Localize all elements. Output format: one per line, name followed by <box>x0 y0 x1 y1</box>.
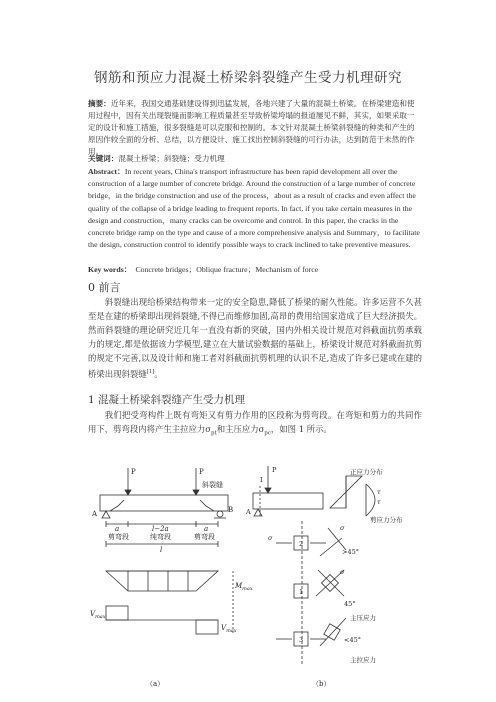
section-0-paragraph <box>88 295 422 381</box>
label-l-minus-2a: l−2a <box>152 525 169 533</box>
label-shear-span-right: 剪弯段 <box>194 533 215 541</box>
section-0-heading: 0 前言 <box>88 281 121 294</box>
label-angle-lt-45: <45° <box>344 636 361 644</box>
support-b-left <box>254 509 262 516</box>
beam <box>100 495 228 511</box>
label-load-p-right: P <box>199 468 204 476</box>
abstract-cn-label: 摘要： <box>88 99 111 108</box>
keywords-cn-label: 关键词： <box>88 154 119 163</box>
abstract-en-text: In recent years, China's transport infrastructure has been rapid development all over the construction of a large number of concrete bridge. Around the construction of a large number of concrete bridge，in the bridge construction and use of the process，about as a result of cracks and even affect the quality of the collapse of a bridge leading to frequent reports. In fact, if you take certain measures in the design and construction，many cracks can be overcome and control. In this paper, the cracks in the concrete bridge ramp on the type and cause of a more comprehensive analysis and Summary，to facilitate the design, construction control to identify possible ways to crack inclined to take preventive measures. <box>88 167 420 250</box>
support-right <box>217 511 223 517</box>
label-v-max-right: $V_{max}$ <box>221 624 237 634</box>
moment-diagram <box>106 571 218 591</box>
figure-a <box>100 468 233 634</box>
principal-element-3 <box>324 624 340 640</box>
label-support-b: B <box>228 506 234 514</box>
label-v-max-left: $V_{max}$ <box>90 610 106 620</box>
label-normal-dist: 正应力分布 <box>350 468 383 476</box>
label-crack: 斜裂缝 <box>202 481 223 489</box>
sub-pc: pc <box>264 430 271 437</box>
label-load-p-left: P <box>131 468 136 476</box>
keywords-en-text: Concrete bridges；Oblique fracture；Mechanism of force <box>135 265 319 274</box>
load-arrow-right-head <box>193 490 199 495</box>
abstract-cn <box>88 98 420 158</box>
section-1-paragraph <box>88 408 422 441</box>
section-0-end: 。 <box>154 369 163 380</box>
section-1-text-c: ，如图 1 所示。 <box>270 424 332 435</box>
sub-pt: pt <box>210 430 217 437</box>
figure-1 <box>88 446 418 698</box>
label-tau-1: τ <box>377 488 381 496</box>
abstract-en-label: Abstract： <box>88 167 125 176</box>
citation-ref: [1] <box>146 369 155 376</box>
beam-b <box>253 493 323 509</box>
label-shear-dist: 剪应力分布 <box>370 516 403 524</box>
caption-b: （b） <box>312 680 331 688</box>
section-1-heading: 1 混凝土桥梁斜裂缝产生受力机理 <box>88 394 246 406</box>
label-a-left: a <box>115 525 120 533</box>
label-a-right: a <box>204 525 209 533</box>
label-sigma-x: σ <box>268 534 273 542</box>
abstract-en <box>88 166 420 251</box>
label-sigma-pt: σ <box>340 524 345 532</box>
label-pure-bending: 纯弯段 <box>150 533 171 541</box>
oblique-crack-left <box>110 500 124 511</box>
label-principal-compressive: 主压应力 <box>350 614 376 622</box>
section-0-text: 斜裂缝出现给桥梁结构带来一定的安全隐患,降低了桥梁的耐久性能。许多运营不久甚至是在建的桥梁即出现斜裂缝,不得已而维修加固,高昂的费用给国家造成了巨大经济损失。然而斜裂缝的理论研究近几年一直没有新的突破，国内外相关设计规范对斜截面抗剪承载力的规定,都是依据该力学模型,建立在大量试验数据的基础上，桥梁设计规范对斜截面抗剪的规定不完善,以及设计师和施工者对斜截面抗剪机理的认识不足,造成了许多已建或在建的桥梁出现斜裂缝 <box>88 297 422 380</box>
label-m-max: $M_{max}$ <box>235 582 253 592</box>
label-load-p-b: P <box>272 466 277 474</box>
shear-diagram-right <box>196 620 218 634</box>
shear-stress-dist <box>366 484 375 516</box>
label-span-l: l <box>160 546 163 554</box>
keywords-en-label: Key words： <box>88 265 132 274</box>
label-element-2: 2 <box>299 540 304 548</box>
oblique-crack-right <box>200 500 214 511</box>
label-section-I: I <box>260 476 263 484</box>
abstract-cn-text: 近年来，我国交通基础建设得到迅猛发展，各地兴建了大量的混凝土桥梁。在桥梁建造和使用过程中，因有关出现裂缝而影响工程质量甚至导致桥梁垮塌的报道屡见不鲜，其实，如果采取一定的设计和施工措施，很多裂缝是可以克服和控制的。本文针对混凝土桥梁斜裂缝的种类和产生的原因作较全面的分析、总结，以方便设计、施工找出控制斜裂缝的可行办法，达到防范于未然的作用。 <box>88 99 415 156</box>
shear-diagram-left <box>106 606 128 620</box>
normal-stress-dist <box>330 476 362 508</box>
label-principal-tensile: 主拉应力 <box>350 656 376 664</box>
paper-title: 钢筋和预应力混凝土桥梁斜裂缝产生受力机理研究 <box>94 70 402 86</box>
support-left <box>102 511 110 518</box>
label-element-3: 3 <box>299 636 304 644</box>
section-1-text-b: 和主压应力σ <box>216 424 265 435</box>
label-support-a-b: A <box>246 508 251 516</box>
section-1-text-a: 我们把受弯构件上既有弯矩又有剪力作用的区段称为剪弯段。在弯矩和剪力的共同作用下，剪弯段内将产生主拉应力σ <box>88 410 422 435</box>
keywords-en <box>88 264 420 276</box>
label-angle-45: 45° <box>344 600 356 608</box>
label-element-1: 1 <box>299 588 304 596</box>
keywords-cn <box>88 153 420 165</box>
label-angle-gt-45: >45° <box>342 548 359 556</box>
label-sigma-pc: σ <box>340 568 345 576</box>
keywords-cn-text: 混凝土桥梁；斜裂缝；受力机理 <box>118 154 225 163</box>
load-arrow-left-head <box>125 490 131 495</box>
label-shear-span-left: 剪弯段 <box>108 533 129 541</box>
caption-a: （a） <box>146 680 165 688</box>
label-support-a: A <box>92 510 98 518</box>
label-tau-2: τ <box>377 498 381 506</box>
